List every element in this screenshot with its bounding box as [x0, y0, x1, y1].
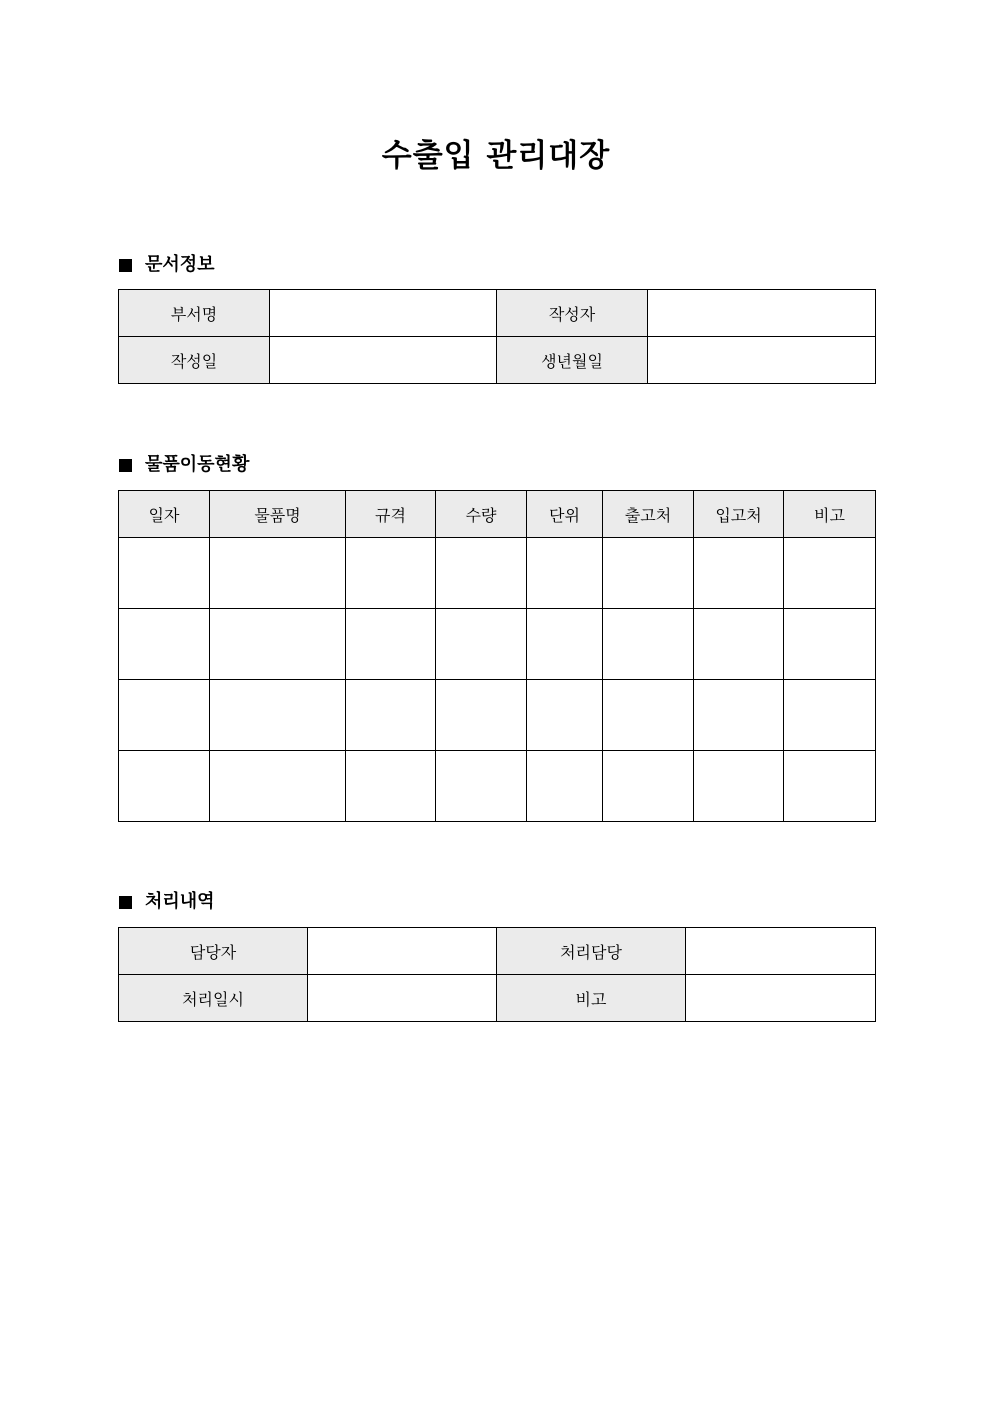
table-cell[interactable] [694, 751, 784, 822]
field-label-handler: 처리담당 [497, 928, 686, 975]
processing-table [118, 927, 876, 1022]
table-cell[interactable] [694, 609, 784, 680]
table-cell[interactable] [119, 609, 210, 680]
column-header-ship-to: 입고처 [694, 491, 784, 538]
table-cell[interactable] [784, 680, 876, 751]
table-row [119, 337, 876, 384]
field-label-author: 작성자 [497, 290, 648, 337]
remarks-field[interactable] [686, 975, 876, 1022]
column-header-unit: 단위 [527, 491, 603, 538]
section-heading-processing [119, 890, 215, 914]
created-date-field[interactable] [270, 337, 497, 384]
table-cell[interactable] [436, 680, 527, 751]
table-cell[interactable] [603, 680, 694, 751]
table-cell[interactable] [436, 609, 527, 680]
square-bullet-icon [119, 896, 132, 909]
section-heading-movement [119, 453, 249, 477]
section-heading-label: 처리내역 [145, 891, 215, 912]
table-header-row [119, 491, 876, 538]
field-label-remarks: 비고 [497, 975, 686, 1022]
table-cell[interactable] [119, 751, 210, 822]
person-in-charge-field[interactable] [308, 928, 497, 975]
document-title: 수출입 관리대장 [381, 138, 611, 174]
section-heading-label: 문서정보 [145, 254, 215, 275]
column-header-item-name: 물품명 [210, 491, 346, 538]
table-cell[interactable] [527, 751, 603, 822]
table-cell[interactable] [527, 538, 603, 609]
section-heading-label: 물품이동현황 [145, 454, 250, 475]
table-cell[interactable] [784, 751, 876, 822]
table-row [119, 538, 876, 609]
section-heading-document-info [119, 253, 215, 277]
table-cell[interactable] [119, 680, 210, 751]
table-cell[interactable] [346, 751, 436, 822]
column-header-spec: 규격 [346, 491, 436, 538]
table-cell[interactable] [784, 538, 876, 609]
square-bullet-icon [119, 459, 132, 472]
table-row [119, 680, 876, 751]
square-bullet-icon [119, 259, 132, 272]
author-field[interactable] [648, 290, 876, 337]
table-cell[interactable] [603, 538, 694, 609]
table-cell[interactable] [346, 538, 436, 609]
column-header-ship-from: 출고처 [603, 491, 694, 538]
table-cell[interactable] [784, 609, 876, 680]
processed-datetime-field[interactable] [308, 975, 497, 1022]
table-cell[interactable] [210, 751, 346, 822]
table-cell[interactable] [210, 538, 346, 609]
table-row [119, 609, 876, 680]
handler-field[interactable] [686, 928, 876, 975]
column-header-remarks: 비고 [784, 491, 876, 538]
table-cell[interactable] [210, 680, 346, 751]
table-cell[interactable] [603, 751, 694, 822]
field-label-created-date: 작성일 [119, 337, 270, 384]
field-label-department: 부서명 [119, 290, 270, 337]
movement-table [118, 490, 876, 822]
birthdate-field[interactable] [648, 337, 876, 384]
department-field[interactable] [270, 290, 497, 337]
table-cell[interactable] [346, 680, 436, 751]
column-header-quantity: 수량 [436, 491, 527, 538]
column-header-date: 일자 [119, 491, 210, 538]
table-cell[interactable] [436, 538, 527, 609]
table-cell[interactable] [694, 680, 784, 751]
table-cell[interactable] [436, 751, 527, 822]
table-row [119, 290, 876, 337]
table-cell[interactable] [694, 538, 784, 609]
field-label-birthdate: 생년월일 [497, 337, 648, 384]
table-cell[interactable] [210, 609, 346, 680]
table-cell[interactable] [119, 538, 210, 609]
table-row [119, 928, 876, 975]
field-label-processed-datetime: 처리일시 [119, 975, 308, 1022]
table-cell[interactable] [527, 680, 603, 751]
table-cell[interactable] [527, 609, 603, 680]
table-row [119, 751, 876, 822]
table-cell[interactable] [603, 609, 694, 680]
field-label-person-in-charge: 담당자 [119, 928, 308, 975]
table-cell[interactable] [346, 609, 436, 680]
table-row [119, 975, 876, 1022]
document-info-table [118, 289, 876, 384]
